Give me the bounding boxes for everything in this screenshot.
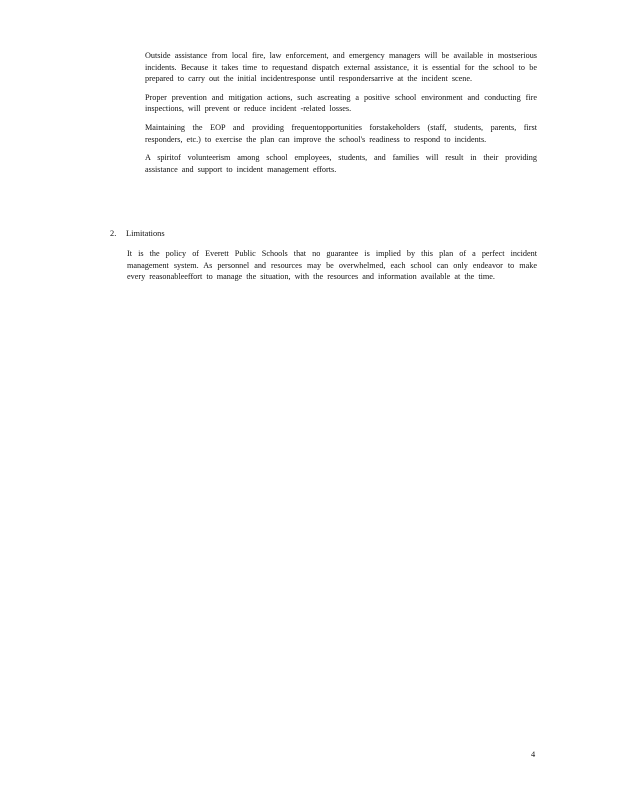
bullet-item	[127, 50, 537, 85]
section-title: Limitations	[126, 229, 165, 238]
bullet-item	[127, 92, 537, 115]
bullet-text: A spiritof volunteerism among school employees, students, and families will result in their providing assistance and support to incident management efforts.	[145, 153, 537, 174]
limitations-heading	[110, 229, 165, 238]
bullet-text: Proper prevention and mitigation actions, such ascreating a positive school environment and conducting fire inspections, will prevent or reduce incident -related losses.	[145, 92, 537, 114]
limitations-paragraph: It is the policy of Everett Public Schools that no guarantee is implied by this plan of a perfect incident management system. As personnel and resources may be overwhelmed, each school can only endeavor to make every reasonableeffort to manage the situation, with the resources and information available at the time.	[127, 249, 537, 282]
bullet-item	[127, 122, 537, 145]
bullet-text: Outside assistance from local fire, law enforcement, and emergency managers will be available in mostserious incidents. Because it takes time to requestand dispatch external assistance, it is essential for the school to be prepared to carry out the initial incidentresponse until respondersarrive at the incident scene.	[145, 51, 537, 84]
section-number: 2.	[110, 229, 117, 238]
bullet-text: Maintaining the EOP and providing frequentopportunities forstakeholders (staff, students, parents, first responders, etc.) to exercise the plan can improve the school's readiness to respond to incidents.	[145, 122, 537, 144]
bullet-item	[127, 152, 537, 175]
assumptions-bullet-list	[127, 50, 537, 182]
page-number: 4	[531, 750, 536, 759]
